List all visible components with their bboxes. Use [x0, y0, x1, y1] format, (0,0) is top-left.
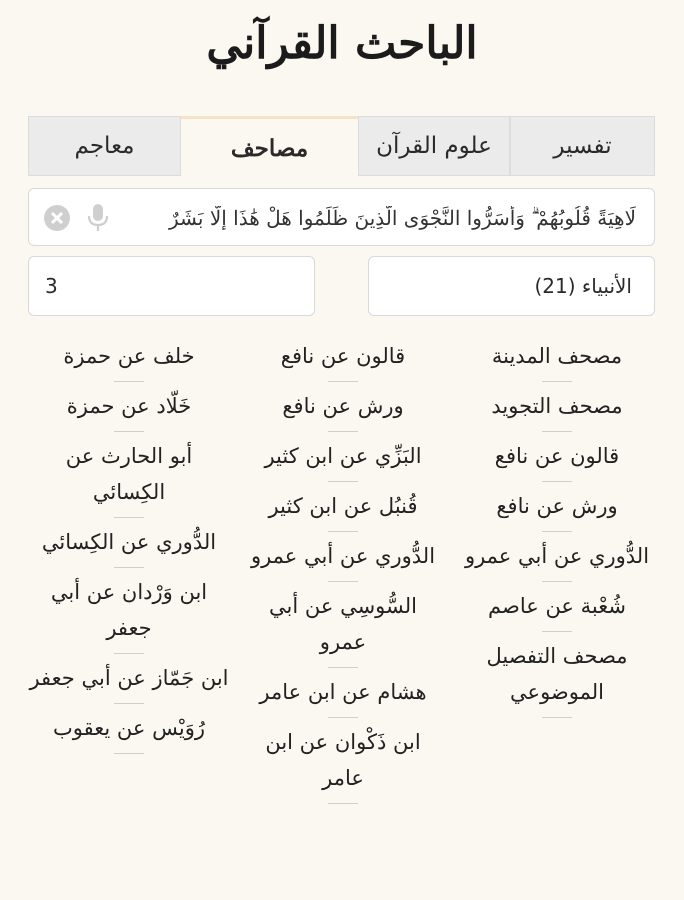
mushaf-column [450, 332, 664, 804]
mushaf-column [236, 332, 450, 804]
mushaf-item[interactable]: ابن ذَكْوان عن ابن عامر [243, 718, 443, 804]
mushaf-item[interactable]: مصحف التفصيل الموضوعي [457, 632, 657, 718]
tab-quran-sciences[interactable]: علوم القرآن [358, 116, 510, 176]
mushaf-item[interactable]: رُوَيْس عن يعقوب [29, 704, 229, 754]
mushaf-item[interactable]: ورش عن نافع [457, 482, 657, 532]
surah-select[interactable] [368, 256, 655, 316]
mushaf-item[interactable]: الدُّوري عن الكِسائي [29, 518, 229, 568]
search-input[interactable] [134, 197, 638, 239]
ayah-number-input[interactable] [28, 256, 315, 316]
surah-select-value: الأنبياء (21) [534, 274, 632, 298]
mushaf-item[interactable]: شُعْبة عن عاصم [457, 582, 657, 632]
mushaf-item[interactable]: مصحف التجويد [457, 382, 657, 432]
mushaf-item[interactable]: خلف عن حمزة [29, 332, 229, 382]
mushaf-item[interactable]: ابن جَمّاز عن أبي جعفر [29, 654, 229, 704]
mushaf-item[interactable]: السُّوسِي عن أبي عمرو [243, 582, 443, 668]
mushaf-column [22, 332, 236, 804]
ayah-number-value: 3 [45, 274, 58, 298]
mushaf-item[interactable]: مصحف المدينة [457, 332, 657, 382]
mushaf-item[interactable]: البَزِّي عن ابن كثير [243, 432, 443, 482]
tab-bar [28, 116, 655, 178]
mushaf-item[interactable]: ابن وَرْدان عن أبي جعفر [29, 568, 229, 654]
clear-icon[interactable] [43, 204, 71, 232]
mushaf-item[interactable]: هشام عن ابن عامر [243, 668, 443, 718]
mushaf-item[interactable]: قُنبُل عن ابن كثير [243, 482, 443, 532]
mushaf-item[interactable]: أبو الحارث عن الكِسائي [29, 432, 229, 518]
tab-mushafs[interactable]: مصاحف [181, 116, 358, 178]
mushaf-item[interactable]: الدُّوري عن أبي عمرو [457, 532, 657, 582]
mushaf-item[interactable]: خَلّاد عن حمزة [29, 382, 229, 432]
mushaf-list [20, 332, 664, 804]
tab-dictionaries[interactable]: معاجم [28, 116, 181, 176]
search-field [28, 188, 655, 246]
microphone-icon[interactable] [87, 203, 109, 233]
mushaf-item[interactable]: ورش عن نافع [243, 382, 443, 432]
mushaf-item[interactable]: قالون عن نافع [457, 432, 657, 482]
mushaf-item[interactable]: قالون عن نافع [243, 332, 443, 382]
mushaf-item[interactable]: الدُّوري عن أبي عمرو [243, 532, 443, 582]
app-title: الباحث القرآني [206, 18, 478, 69]
tab-tafsir[interactable]: تفسير [510, 116, 655, 176]
